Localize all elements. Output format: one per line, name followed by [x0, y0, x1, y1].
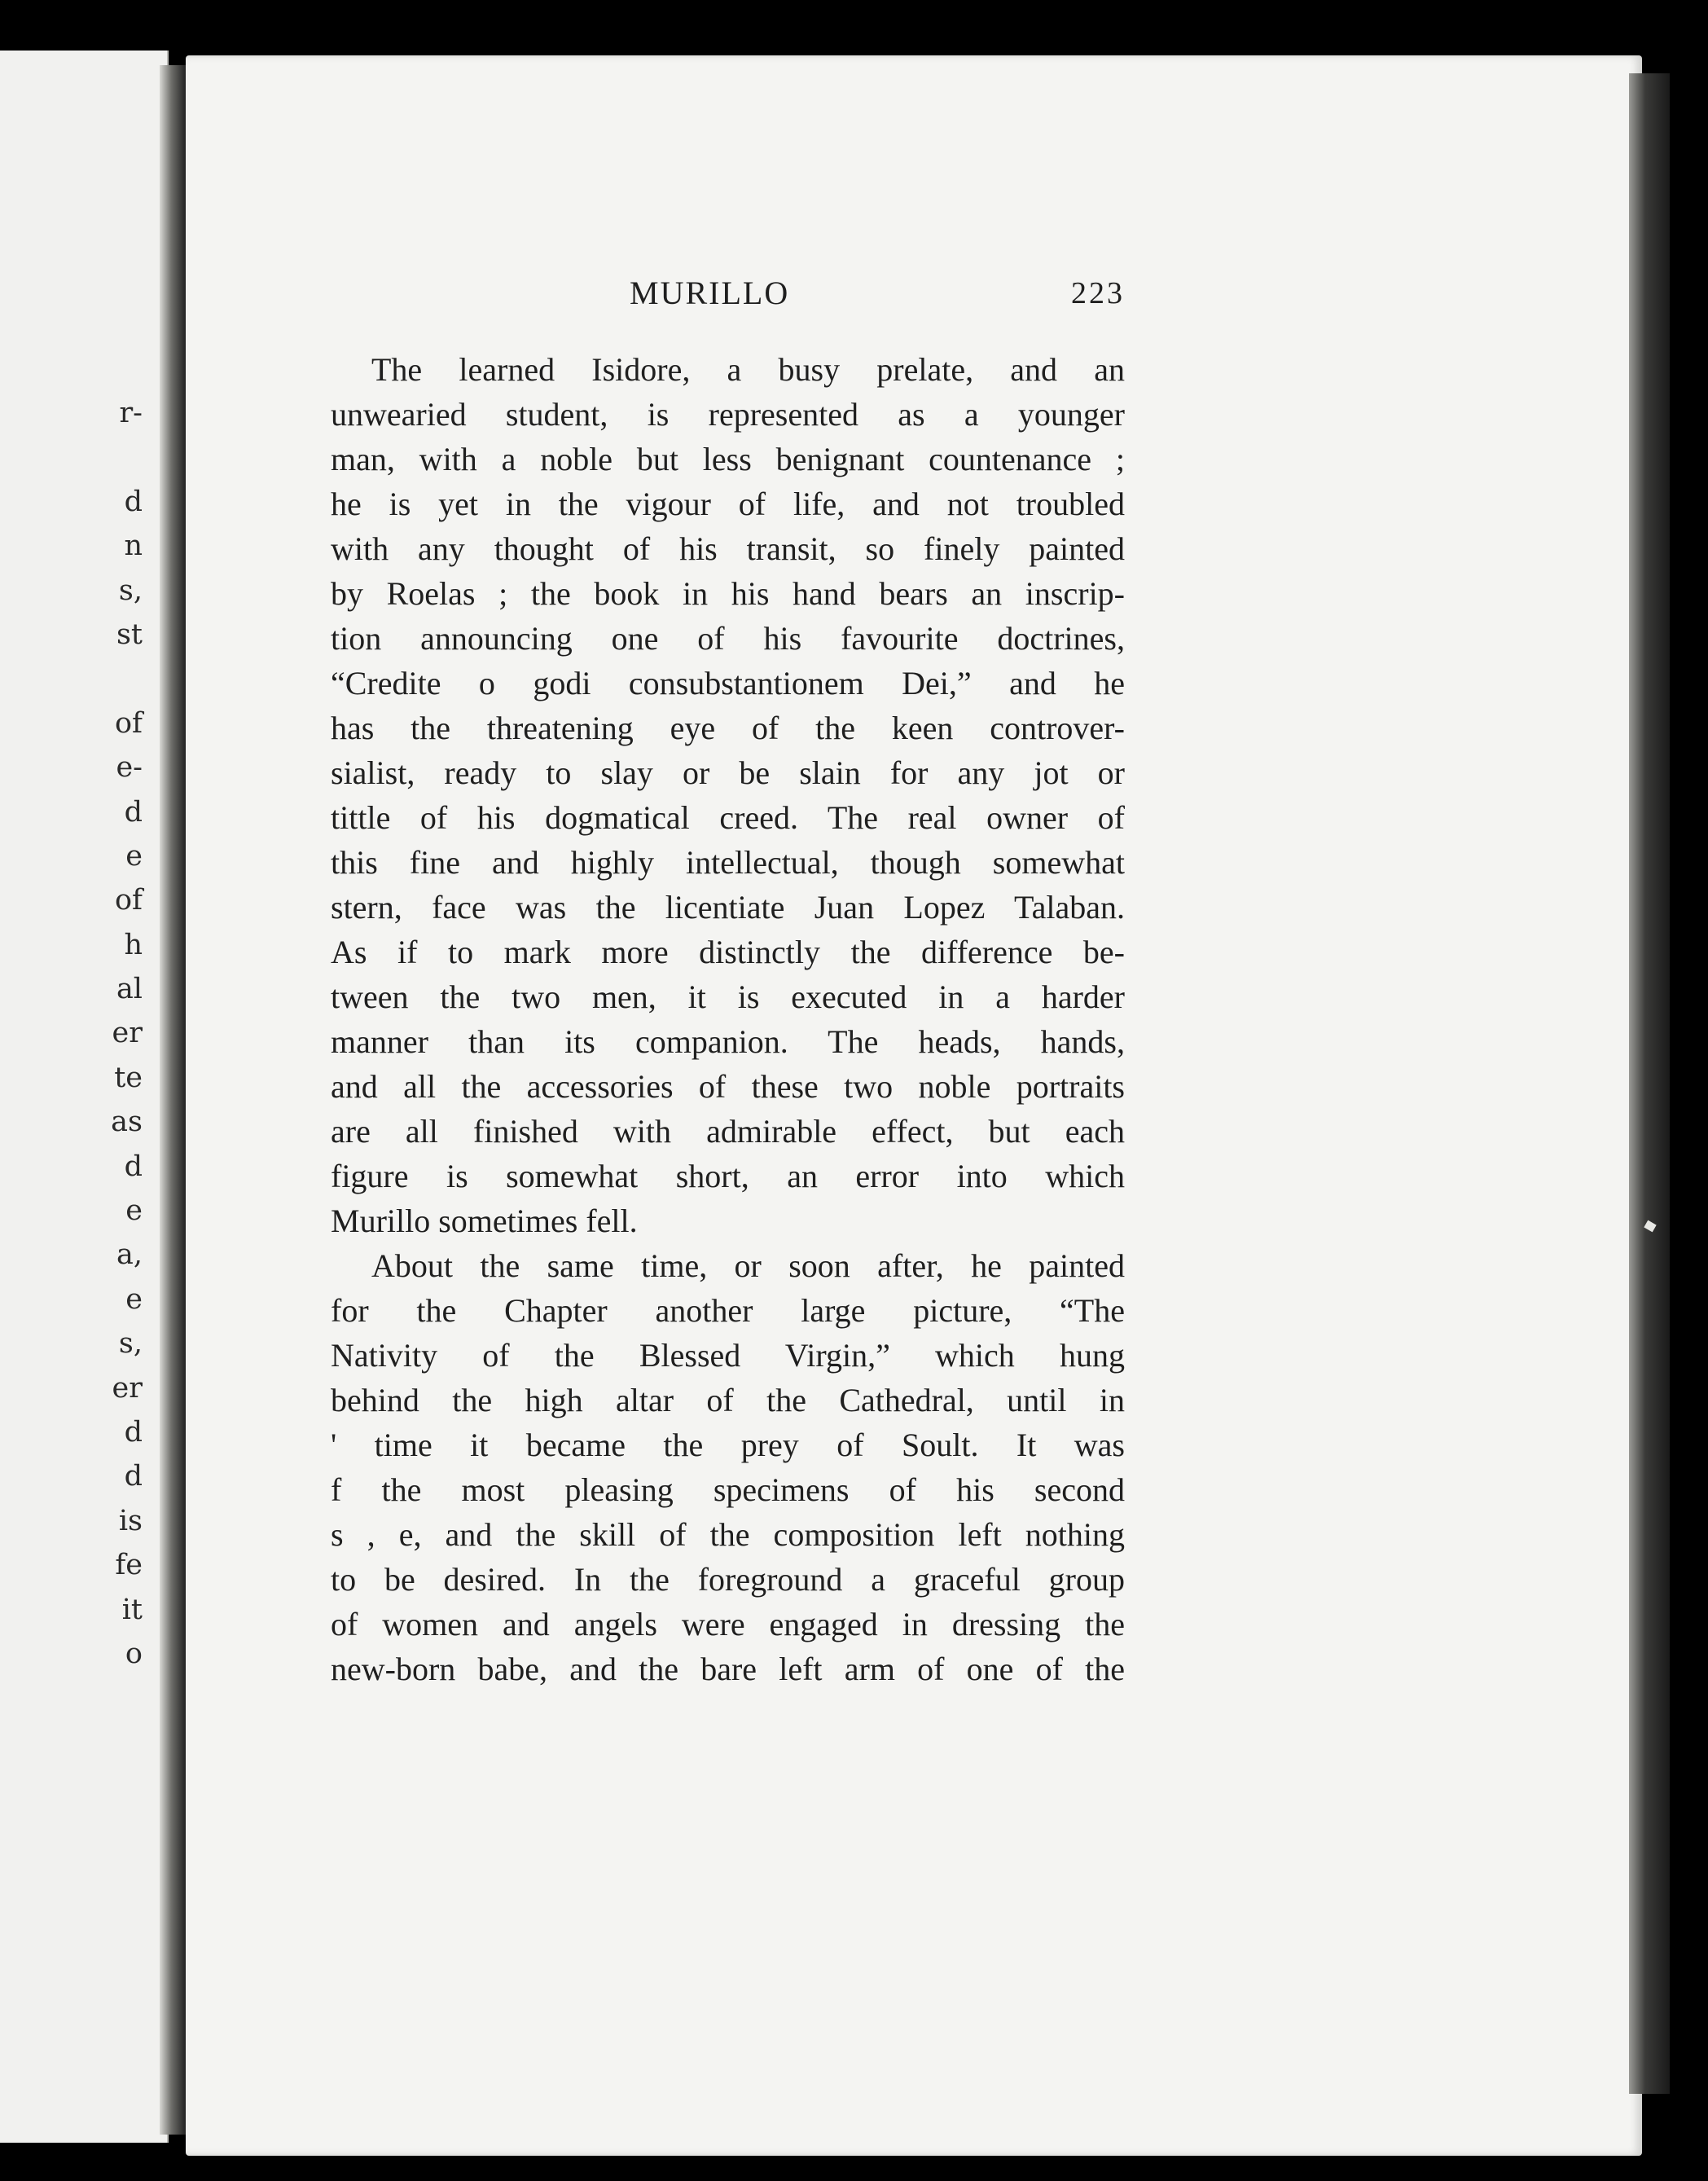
left-fragment: of	[114, 884, 143, 917]
left-fragment: n	[124, 530, 143, 563]
left-fragment: d	[124, 1460, 143, 1493]
text-line: tion announcing one of his favourite doctrines,	[331, 620, 1125, 657]
text-line: by Roelas ; the book in his hand bears an inscrip-	[331, 575, 1125, 612]
text-line: and all the accessories of these two noble portraits	[331, 1068, 1125, 1105]
left-page-line-endings	[94, 391, 143, 1676]
left-fragment: te	[114, 1061, 143, 1094]
text-line: “Credite o godi consubstantionem Dei,” and he	[331, 665, 1125, 701]
running-head	[331, 274, 1125, 323]
text-line: stern, face was the licentiate Juan Lopez Talaban.	[331, 889, 1125, 926]
text-line: The learned Isidore, a busy prelate, and an	[371, 351, 1125, 388]
left-fragment: e	[125, 1282, 143, 1316]
body-text	[331, 347, 1125, 1691]
text-line: unwearied student, is represented as a younger	[331, 396, 1125, 433]
text-line: for the Chapter another large picture, “The	[331, 1292, 1125, 1329]
running-title: MURILLO	[630, 275, 790, 311]
text-line: are all finished with admirable effect, but each	[331, 1113, 1125, 1150]
text-line: has the threatening eye of the keen controver-	[331, 710, 1125, 746]
left-fragment: e	[125, 839, 143, 873]
text-line: of women and angels were engaged in dressing the	[331, 1606, 1125, 1642]
left-fragment: d	[124, 485, 143, 518]
book-gutter-shadow	[160, 65, 186, 2135]
text-line: with any thought of his transit, so finely painted	[331, 530, 1125, 567]
text-line: tween the two men, it is executed in a harder	[331, 978, 1125, 1015]
page-edge-shadow	[1629, 73, 1670, 2094]
text-line: Murillo sometimes fell.	[331, 1203, 638, 1239]
text-line: sialist, ready to slay or be slain for any jot or	[331, 754, 1125, 791]
text-line: f the most pleasing specimens of his second	[331, 1471, 1125, 1508]
left-fragment: is	[118, 1504, 143, 1537]
left-fragment: s,	[118, 1327, 143, 1361]
left-fragment: of	[114, 706, 143, 740]
left-fragment	[94, 657, 143, 701]
left-fragment: al	[116, 973, 143, 1006]
left-fragment: d	[124, 1415, 143, 1449]
left-fragment: e	[125, 1194, 143, 1228]
text-line: Nativity of the Blessed Virgin,” which hung	[331, 1337, 1125, 1374]
text-line: figure is somewhat short, an error into which	[331, 1158, 1125, 1194]
text-line: new-born babe, and the bare left arm of one of the	[331, 1651, 1125, 1687]
left-fragment: h	[124, 928, 143, 961]
left-facing-page	[0, 51, 169, 2143]
left-fragment: as	[111, 1106, 143, 1139]
text-line: man, with a noble but less benignant countenance ;	[331, 441, 1125, 477]
left-fragment	[94, 435, 143, 479]
left-fragment: er	[112, 1371, 143, 1405]
page-number: 223	[1071, 276, 1125, 310]
left-fragment: d	[124, 1150, 143, 1183]
left-fragment: a,	[116, 1238, 143, 1272]
text-line: this fine and highly intellectual, though somewhat	[331, 844, 1125, 881]
text-line: ' time it became the prey of Soult. It was	[331, 1427, 1125, 1463]
text-line: About the same time, or soon after, he painted	[371, 1247, 1125, 1284]
left-fragment: r-	[119, 397, 143, 429]
text-line: he is yet in the vigour of life, and not troubled	[331, 486, 1125, 522]
text-line: behind the high altar of the Cathedral, until in	[331, 1382, 1125, 1418]
text-line: As if to mark more distinctly the difference be-	[331, 934, 1125, 970]
left-fragment: fe	[115, 1549, 143, 1582]
left-fragment: st	[116, 618, 143, 651]
text-line: manner than its companion. The heads, hands,	[331, 1023, 1125, 1060]
left-fragment: it	[121, 1593, 143, 1626]
text-line: to be desired. In the foreground a graceful group	[331, 1561, 1125, 1598]
left-fragment: d	[124, 795, 143, 829]
left-fragment: s,	[118, 574, 143, 607]
text-line: tittle of his dogmatical creed. The real owner of	[331, 799, 1125, 836]
left-fragment: o	[125, 1637, 143, 1670]
text-line: s , e, and the skill of the composition left nothing	[331, 1516, 1125, 1553]
left-fragment: e-	[116, 751, 143, 785]
left-fragment: er	[112, 1017, 143, 1050]
